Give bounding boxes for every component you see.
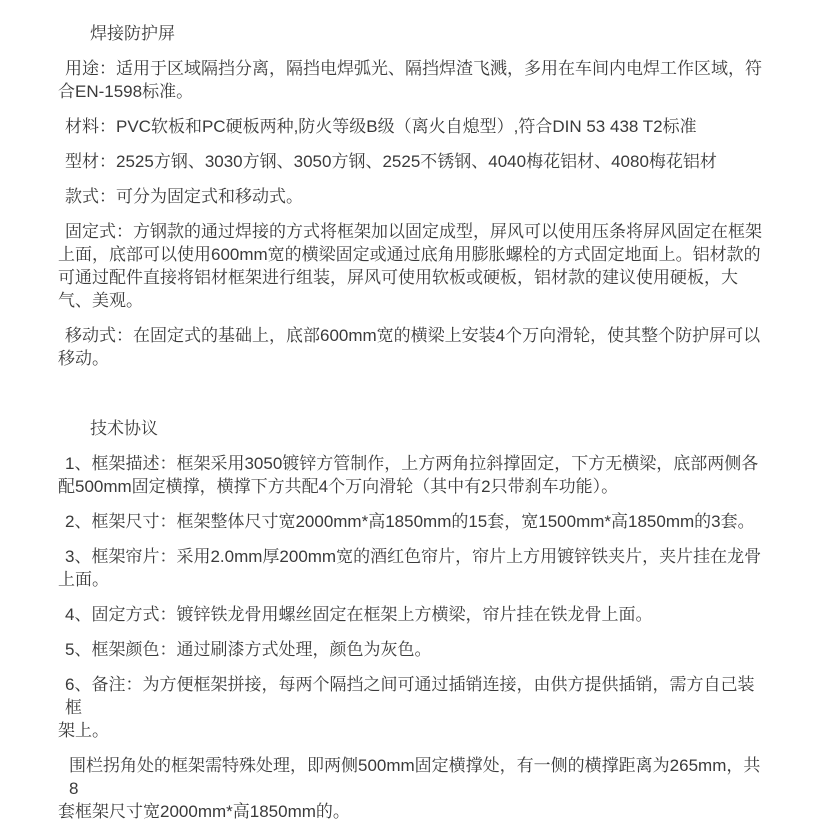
item-3-frame-curtain [58,545,765,591]
text-line: 可通过配件直接将铝材框架进行组装，屏风可使用软板或硬板，铝材款的建议使用硬板，大 [58,268,738,287]
text-line: 上面，底部可以使用600mm宽的横梁固定或通过底角用膨胀螺栓的方式固定地面上。铝材款的 [58,245,761,264]
item-1-frame-description [58,452,765,498]
para-profile [58,150,765,173]
text-line: 3、框架帘片：采用2.0mm厚200mm宽的酒红色帘片，帘片上方用镀锌铁夹片，夹片挂在龙骨 [65,547,762,566]
text-line: 套框架尺寸宽2000mm*高1850mm的。 [58,802,350,821]
para-corner-note [58,754,765,823]
text-line: 6、备注：为方便框架拼接，每两个隔挡之间可通过插销连接，由供方提供插销，需方自己装框 [65,675,755,717]
text-line: 材料：PVC软板和PC硬板两种,防火等级B级（离火自熄型）,符合DIN 53 438 T2标准 [65,117,697,136]
text-line: 5、框架颜色：通过刷漆方式处理，颜色为灰色。 [65,640,432,659]
item-2-frame-size [58,510,765,533]
text-line: 移动。 [58,349,109,368]
para-material [58,115,765,138]
text-line: 4、固定方式：镀锌铁龙骨用螺丝固定在框架上方横梁，帘片挂在铁龙骨上面。 [65,605,653,624]
text-line: 移动式：在固定式的基础上，底部600mm宽的横梁上安装4个万向滑轮，使其整个防护屏可以 [65,326,761,345]
para-mobile-type [58,324,765,370]
para-style [58,185,765,208]
para-usage [58,57,765,103]
text-line: 型材：2525方钢、3030方钢、3050方钢、2525不锈钢、4040梅花铝材、4080梅花铝材 [65,152,717,171]
text-line: 架上。 [58,721,109,740]
text-line: 款式：可分为固定式和移动式。 [65,187,303,206]
item-5-frame-color [58,638,765,661]
text-line: 上面。 [58,570,109,589]
text-line: 气、美观。 [58,291,143,310]
para-fixed-type [58,220,765,312]
text-line: 2、框架尺寸：框架整体尺寸宽2000mm*高1850mm的15套，宽1500mm*高1850mm的3套。 [65,512,755,531]
page-title: 焊接防护屏 [90,24,175,43]
item-4-fixing-method [58,603,765,626]
text-line: 合EN-1598标准。 [58,82,194,101]
text-line: 围栏拐角处的框架需特殊处理，即两侧500mm固定横撑处，有一侧的横撑距离为265mm，共8 [69,756,761,798]
text-line: 1、框架描述：框架采用3050镀锌方管制作，上方两角拉斜撑固定，下方无横梁，底部两侧各 [65,454,759,473]
text-line: 固定式：方钢款的通过焊接的方式将框架加以固定成型，屏风可以使用压条将屏风固定在框架 [65,222,762,241]
item-6-remarks [58,673,765,742]
section-title: 技术协议 [90,419,158,438]
text-line: 用途：适用于区域隔挡分离，隔挡电焊弧光、隔挡焊渣飞溅，多用在车间内电焊工作区域，符 [65,59,762,78]
text-line: 配500mm固定横撑，横撑下方共配4个万向滑轮（其中有2只带刹车功能）。 [58,477,619,496]
